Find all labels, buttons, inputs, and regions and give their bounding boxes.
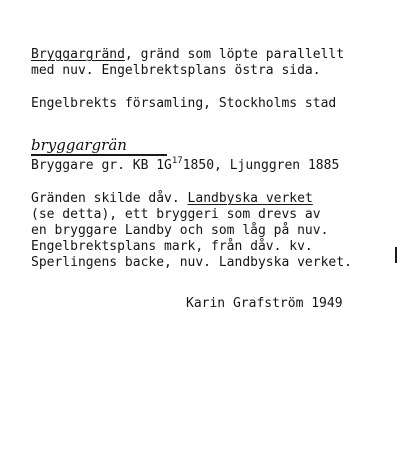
- note-line-2: (se detta), ett bryggeri som drevs av: [31, 207, 321, 222]
- note-line-1: [31, 191, 313, 207]
- handwritten-note: bryggargrän: [31, 136, 127, 154]
- note-line-5: Sperlingens backe, nuv. Landbyska verket.: [31, 255, 352, 270]
- handwritten-underline: [31, 154, 167, 156]
- signature: Karin Grafström 1949: [186, 296, 343, 311]
- headword: Bryggargränd: [31, 47, 125, 62]
- cross-reference: Landbyska verket: [187, 191, 313, 206]
- note-text: Gränden skilde dåv.: [31, 191, 188, 206]
- entry-line-2: med nuv. Engelbrektsplans östra sida.: [31, 63, 321, 78]
- source-superscript: 17: [171, 156, 183, 166]
- source-line: [31, 158, 339, 175]
- parish-line: Engelbrekts församling, Stockholms stad: [31, 96, 337, 111]
- definition-start: , gränd som löpte parallellt: [124, 47, 345, 62]
- note-line-3: en bryggare Landby och som låg på nuv.: [31, 223, 329, 238]
- entry-line-1: [31, 47, 344, 63]
- source-ref: Bryggare gr. KB 1G: [31, 158, 172, 173]
- source-rest: 1850, Ljunggren 1885: [182, 158, 340, 173]
- margin-mark: [395, 247, 397, 263]
- note-line-4: Engelbrektsplans mark, från dåv. kv.: [31, 239, 313, 254]
